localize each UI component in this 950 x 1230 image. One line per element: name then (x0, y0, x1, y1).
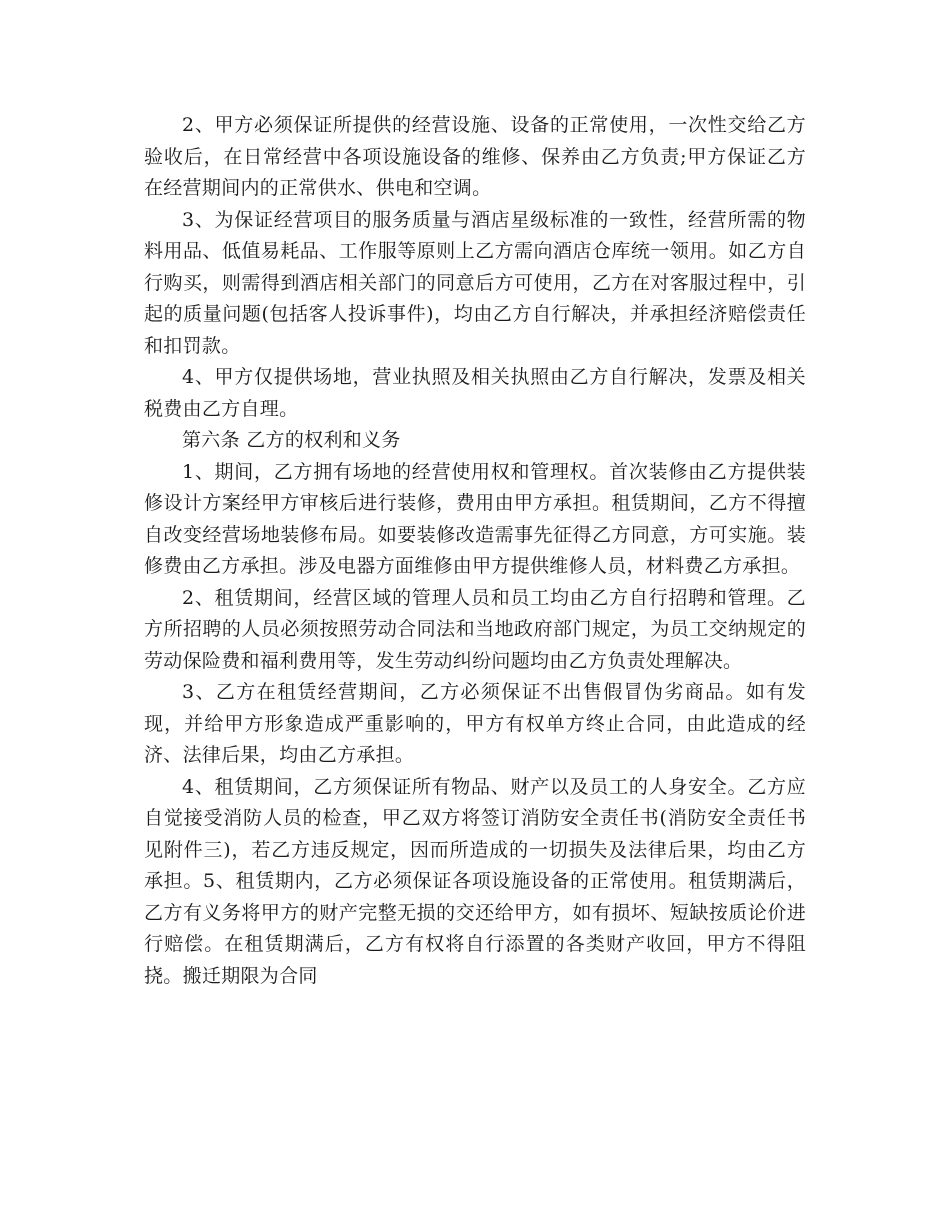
paragraph-article-6-clause-1: 1、期间，乙方拥有场地的经营使用权和管理权。首次装修由乙方提供装修设计方案经甲方审核后进行装修，费用由甲方承担。租赁期间，乙方不得擅自改变经营场地装修布局。如要装修改造需事先征得乙方同意，方可实施。装修费由乙方承担。涉及电器方面维修由甲方提供维修人员，材料费乙方承担。 (144, 460, 806, 577)
paragraph-article-6-clause-2: 2、租赁期间，经营区域的管理人员和员工均由乙方自行招聘和管理。乙方所招聘的人员必须按照劳动合同法和当地政府部门规定，为员工交纳规定的劳动保险费和福利费用等，发生劳动纠纷问题均由乙方负责处理解决。 (144, 586, 806, 672)
paragraph-clause-3: 3、为保证经营项目的服务质量与酒店星级标准的一致性，经营所需的物料用品、低值易耗品、工作服等原则上乙方需向酒店仓库统一领用。如乙方自行购买，则需得到酒店相关部门的同意后方可使用，乙方在对客服过程中，引起的质量问题(包括客人投诉事件)，均由乙方自行解决，并承担经济赔偿责任和扣罚款。 (144, 208, 806, 357)
paragraph-article-6-clause-3: 3、乙方在租赁经营期间，乙方必须保证不出售假冒伪劣商品。如有发现，并给甲方形象造成严重影响的，甲方有权单方终止合同，由此造成的经济、法律后果，均由乙方承担。 (144, 681, 806, 766)
paragraph-clause-2: 2、甲方必须保证所提供的经营设施、设备的正常使用，一次性交给乙方验收后，在日常经营中各项设施设备的维修、保养由乙方负责;甲方保证乙方在经营期间内的正常供水、供电和空调。 (144, 114, 806, 199)
paragraph-article-6-clause-4: 4、租赁期间，乙方须保证所有物品、财产以及员工的人身安全。乙方应自觉接受消防人员的检查，甲乙双方将签订消防安全责任书(消防安全责任书见附件三)，若乙方违反规定，因而所造成的一切损失及法律后果，均由乙方承担。5、租赁期内，乙方必须保证各项设施设备的正常使用。租赁期满后，乙方有义务将甲方的财产完整无损的交还给甲方，如有损坏、短缺按质论价进行赔偿。在租赁期满后，乙方有权将自行添置的各类财产收回，甲方不得阻挠。搬迁期限为合同 (144, 775, 806, 987)
paragraph-clause-4: 4、甲方仅提供场地，营业执照及相关执照由乙方自行解决，发票及相关税费由乙方自理。 (144, 366, 806, 420)
section-heading-article-6: 第六条 乙方的权利和义务 (182, 429, 401, 451)
